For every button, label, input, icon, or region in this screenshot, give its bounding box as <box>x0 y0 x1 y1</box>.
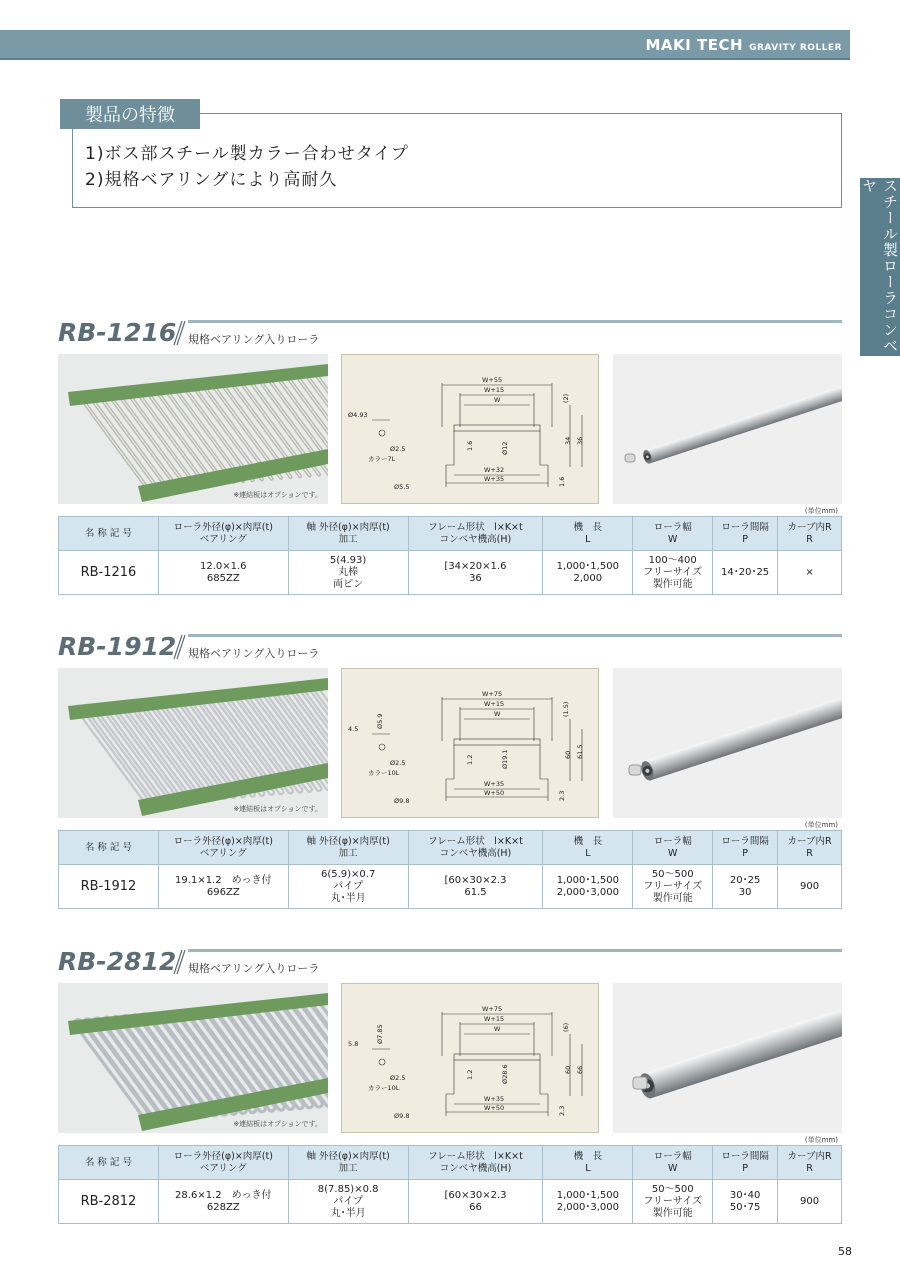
table-header: フレーム形状 l×K×t コンベヤ機高(H) <box>408 831 543 865</box>
unit-note: (単位mm) <box>804 1136 838 1144</box>
conveyor-photo <box>58 354 328 504</box>
table-cell: RB-2812 <box>59 1180 159 1224</box>
table-cell: 6(5.9)×0.7 パイプ 丸･半月 <box>288 865 408 909</box>
dim-label: W+50 <box>484 1104 505 1112</box>
table-header-row <box>59 831 842 865</box>
dim-label: 1.6 <box>466 440 474 451</box>
spec-table <box>58 516 842 595</box>
table-header: ローラ間隔 P <box>713 517 778 551</box>
drawing-panel <box>341 983 599 1133</box>
dim-label: Ø9.8 <box>394 797 410 805</box>
dim-label: カラー7L <box>368 455 396 463</box>
dim-label: W+75 <box>482 690 503 698</box>
dim-label: 4.5 <box>348 725 359 733</box>
spec-table <box>58 1145 842 1224</box>
title-rule <box>188 634 842 637</box>
unit-note: (単位mm) <box>804 507 838 515</box>
dim-label: W+15 <box>484 700 505 708</box>
table-header: フレーム形状 l×K×t コンベヤ機高(H) <box>408 517 543 551</box>
table-cell: 12.0×1.6 685ZZ <box>158 551 288 595</box>
table-cell: 50〜500 フリーサイズ 製作可能 <box>633 1180 713 1224</box>
table-header: 名 称 記 号 <box>59 1146 159 1180</box>
dim-label: Ø28.6 <box>501 1064 509 1084</box>
dim-label: W+15 <box>484 386 505 394</box>
table-header: ローラ幅 W <box>633 517 713 551</box>
model-name: RB-1216 <box>58 318 177 347</box>
dim-label: (1.5) <box>562 701 570 717</box>
table-header: 軸 外径(φ)×肉厚(t) 加工 <box>288 1146 408 1180</box>
dim-label: 66 <box>576 1065 584 1074</box>
roller-photo-graphic <box>613 354 842 504</box>
side-tab: スチール製ローラコンベヤ <box>860 178 899 354</box>
product-section <box>58 632 842 932</box>
table-cell: 900 <box>778 865 842 909</box>
dim-label: (2) <box>562 393 570 403</box>
section-title <box>58 947 842 979</box>
title-slash-icon <box>170 634 186 660</box>
table-row <box>59 865 842 909</box>
table-cell: × <box>778 551 842 595</box>
dim-label: Ø5.5 <box>394 483 410 491</box>
table-header: 軸 外径(φ)×肉厚(t) 加工 <box>288 831 408 865</box>
conveyor-photo-graphic <box>58 668 328 818</box>
dim-label: W+50 <box>484 789 505 797</box>
table-header: 名 称 記 号 <box>59 831 159 865</box>
table-cell: 28.6×1.2 めっき付 628ZZ <box>158 1180 288 1224</box>
model-name: RB-1912 <box>58 632 177 661</box>
drawing-panel <box>341 668 599 818</box>
dim-label: W <box>494 396 501 404</box>
dim-label: W+35 <box>484 780 505 788</box>
table-cell: 8(7.85)×0.8 パイプ 丸･半月 <box>288 1180 408 1224</box>
dim-label: 2.3 <box>558 1105 566 1116</box>
dim-label: W+35 <box>484 1095 505 1103</box>
table-cell: [60×30×2.3 66 <box>408 1180 543 1224</box>
dim-label: Ø5.9 <box>376 713 384 729</box>
dim-label: Ø2.5 <box>390 759 406 767</box>
feature-list <box>85 141 409 193</box>
roller-photo-graphic <box>613 668 842 818</box>
table-header: 名 称 記 号 <box>59 517 159 551</box>
table-header: カーブ内R R <box>778 831 842 865</box>
photo-note: ※連結板はオプションです。 <box>233 805 322 813</box>
cross-section-drawing <box>342 984 600 1134</box>
dim-label: 34 <box>564 436 572 445</box>
model-subtitle: 規格ベアリング入りローラ <box>188 647 320 660</box>
table-header: ローラ幅 W <box>633 1146 713 1180</box>
dim-label: W+15 <box>484 1015 505 1023</box>
feature-item: 2)規格ベアリングにより高耐久 <box>85 170 338 190</box>
page-number: 58 <box>838 1245 852 1258</box>
dim-label: W <box>494 1025 501 1033</box>
roller-photo <box>613 354 842 504</box>
table-header-row <box>59 517 842 551</box>
table-header-row <box>59 1146 842 1180</box>
cross-section-drawing <box>342 355 600 505</box>
table-cell: 19.1×1.2 めっき付 696ZZ <box>158 865 288 909</box>
title-slash-icon <box>170 320 186 346</box>
dim-label: Ø9.8 <box>394 1112 410 1120</box>
header-bar <box>0 30 850 60</box>
dim-label: 60 <box>564 750 572 759</box>
product-section <box>58 318 842 618</box>
table-header: ローラ外径(φ)×肉厚(t) ベアリング <box>158 831 288 865</box>
dim-label: Ø2.5 <box>390 445 406 453</box>
table-cell: 30･40 50･75 <box>713 1180 778 1224</box>
model-subtitle: 規格ベアリング入りローラ <box>188 333 320 346</box>
table-row <box>59 1180 842 1224</box>
table-header: ローラ外径(φ)×肉厚(t) ベアリング <box>158 1146 288 1180</box>
drawing-panel <box>341 354 599 504</box>
table-header: ローラ幅 W <box>633 831 713 865</box>
table-header: ローラ外径(φ)×肉厚(t) ベアリング <box>158 517 288 551</box>
dim-label: カラー10L <box>368 769 400 777</box>
title-slash-icon <box>170 949 186 975</box>
dim-label: 60 <box>564 1065 572 1074</box>
title-rule <box>188 949 842 952</box>
title-rule <box>188 320 842 323</box>
table-row <box>59 551 842 595</box>
table-header: 軸 外径(φ)×肉厚(t) 加工 <box>288 517 408 551</box>
conveyor-photo-graphic <box>58 983 328 1133</box>
spec-table <box>58 830 842 909</box>
table-cell: 900 <box>778 1180 842 1224</box>
table-cell: 1,000･1,500 2,000･3,000 <box>543 865 633 909</box>
table-cell: [34×20×1.6 36 <box>408 551 543 595</box>
table-cell: 5(4.93) 丸棒 両ピン <box>288 551 408 595</box>
dim-label: カラー10L <box>368 1084 400 1092</box>
table-header: ローラ間隔 P <box>713 1146 778 1180</box>
table-header: ローラ間隔 P <box>713 831 778 865</box>
photo-note: ※連結板はオプションです。 <box>233 1120 322 1128</box>
dim-label: 2.3 <box>558 790 566 801</box>
roller-photo-graphic <box>613 983 842 1133</box>
dim-label: W+32 <box>484 466 505 474</box>
dim-label: W+75 <box>482 1005 503 1013</box>
feature-item: 1)ボス部スチール製カラー合わせタイプ <box>85 144 409 164</box>
cross-section-drawing <box>342 669 600 819</box>
table-header: カーブ内R R <box>778 517 842 551</box>
table-cell: RB-1912 <box>59 865 159 909</box>
table-header: カーブ内R R <box>778 1146 842 1180</box>
table-cell: 50〜500 フリーサイズ 製作可能 <box>633 865 713 909</box>
dim-label: Ø19.1 <box>501 749 509 769</box>
brand-logo: MAKI TECH GRAVITY ROLLER <box>645 36 842 54</box>
dim-label: 1.6 <box>558 476 566 487</box>
dim-label: Ø2.5 <box>390 1074 406 1082</box>
dim-label: W+55 <box>482 376 503 384</box>
table-header: 機 長 L <box>543 517 633 551</box>
conveyor-photo <box>58 983 328 1133</box>
dim-label: W+35 <box>484 475 505 483</box>
dim-label: Ø12 <box>501 441 509 455</box>
section-title <box>58 318 842 350</box>
dim-label: Ø7.85 <box>376 1024 384 1044</box>
table-cell: 14･20･25 <box>713 551 778 595</box>
table-header: 機 長 L <box>543 831 633 865</box>
photo-note: ※連結板はオプションです。 <box>233 491 322 499</box>
conveyor-photo-graphic <box>58 354 328 504</box>
table-cell: 100〜400 フリーサイズ 製作可能 <box>633 551 713 595</box>
roller-photo <box>613 983 842 1133</box>
feature-label: 製品の特徴 <box>60 99 200 129</box>
dim-label: 61.5 <box>576 744 584 759</box>
roller-photo <box>613 668 842 818</box>
dim-label: 5.8 <box>348 1040 359 1048</box>
dim-label: W <box>494 710 501 718</box>
model-subtitle: 規格ベアリング入りローラ <box>188 962 320 975</box>
dim-label: Ø4.93 <box>348 411 368 419</box>
table-header: 機 長 L <box>543 1146 633 1180</box>
table-cell: 1,000･1,500 2,000 <box>543 551 633 595</box>
dim-label: 36 <box>576 436 584 445</box>
table-header: フレーム形状 l×K×t コンベヤ機高(H) <box>408 1146 543 1180</box>
product-section <box>58 947 842 1247</box>
table-cell: 1,000･1,500 2,000･3,000 <box>543 1180 633 1224</box>
section-title <box>58 632 842 664</box>
model-name: RB-2812 <box>58 947 177 976</box>
unit-note: (単位mm) <box>804 821 838 829</box>
dim-label: (6) <box>562 1022 570 1032</box>
dim-label: 1.2 <box>466 754 474 765</box>
dim-label: 1.2 <box>466 1069 474 1080</box>
table-cell: [60×30×2.3 61.5 <box>408 865 543 909</box>
table-cell: RB-1216 <box>59 551 159 595</box>
conveyor-photo <box>58 668 328 818</box>
table-cell: 20･25 30 <box>713 865 778 909</box>
